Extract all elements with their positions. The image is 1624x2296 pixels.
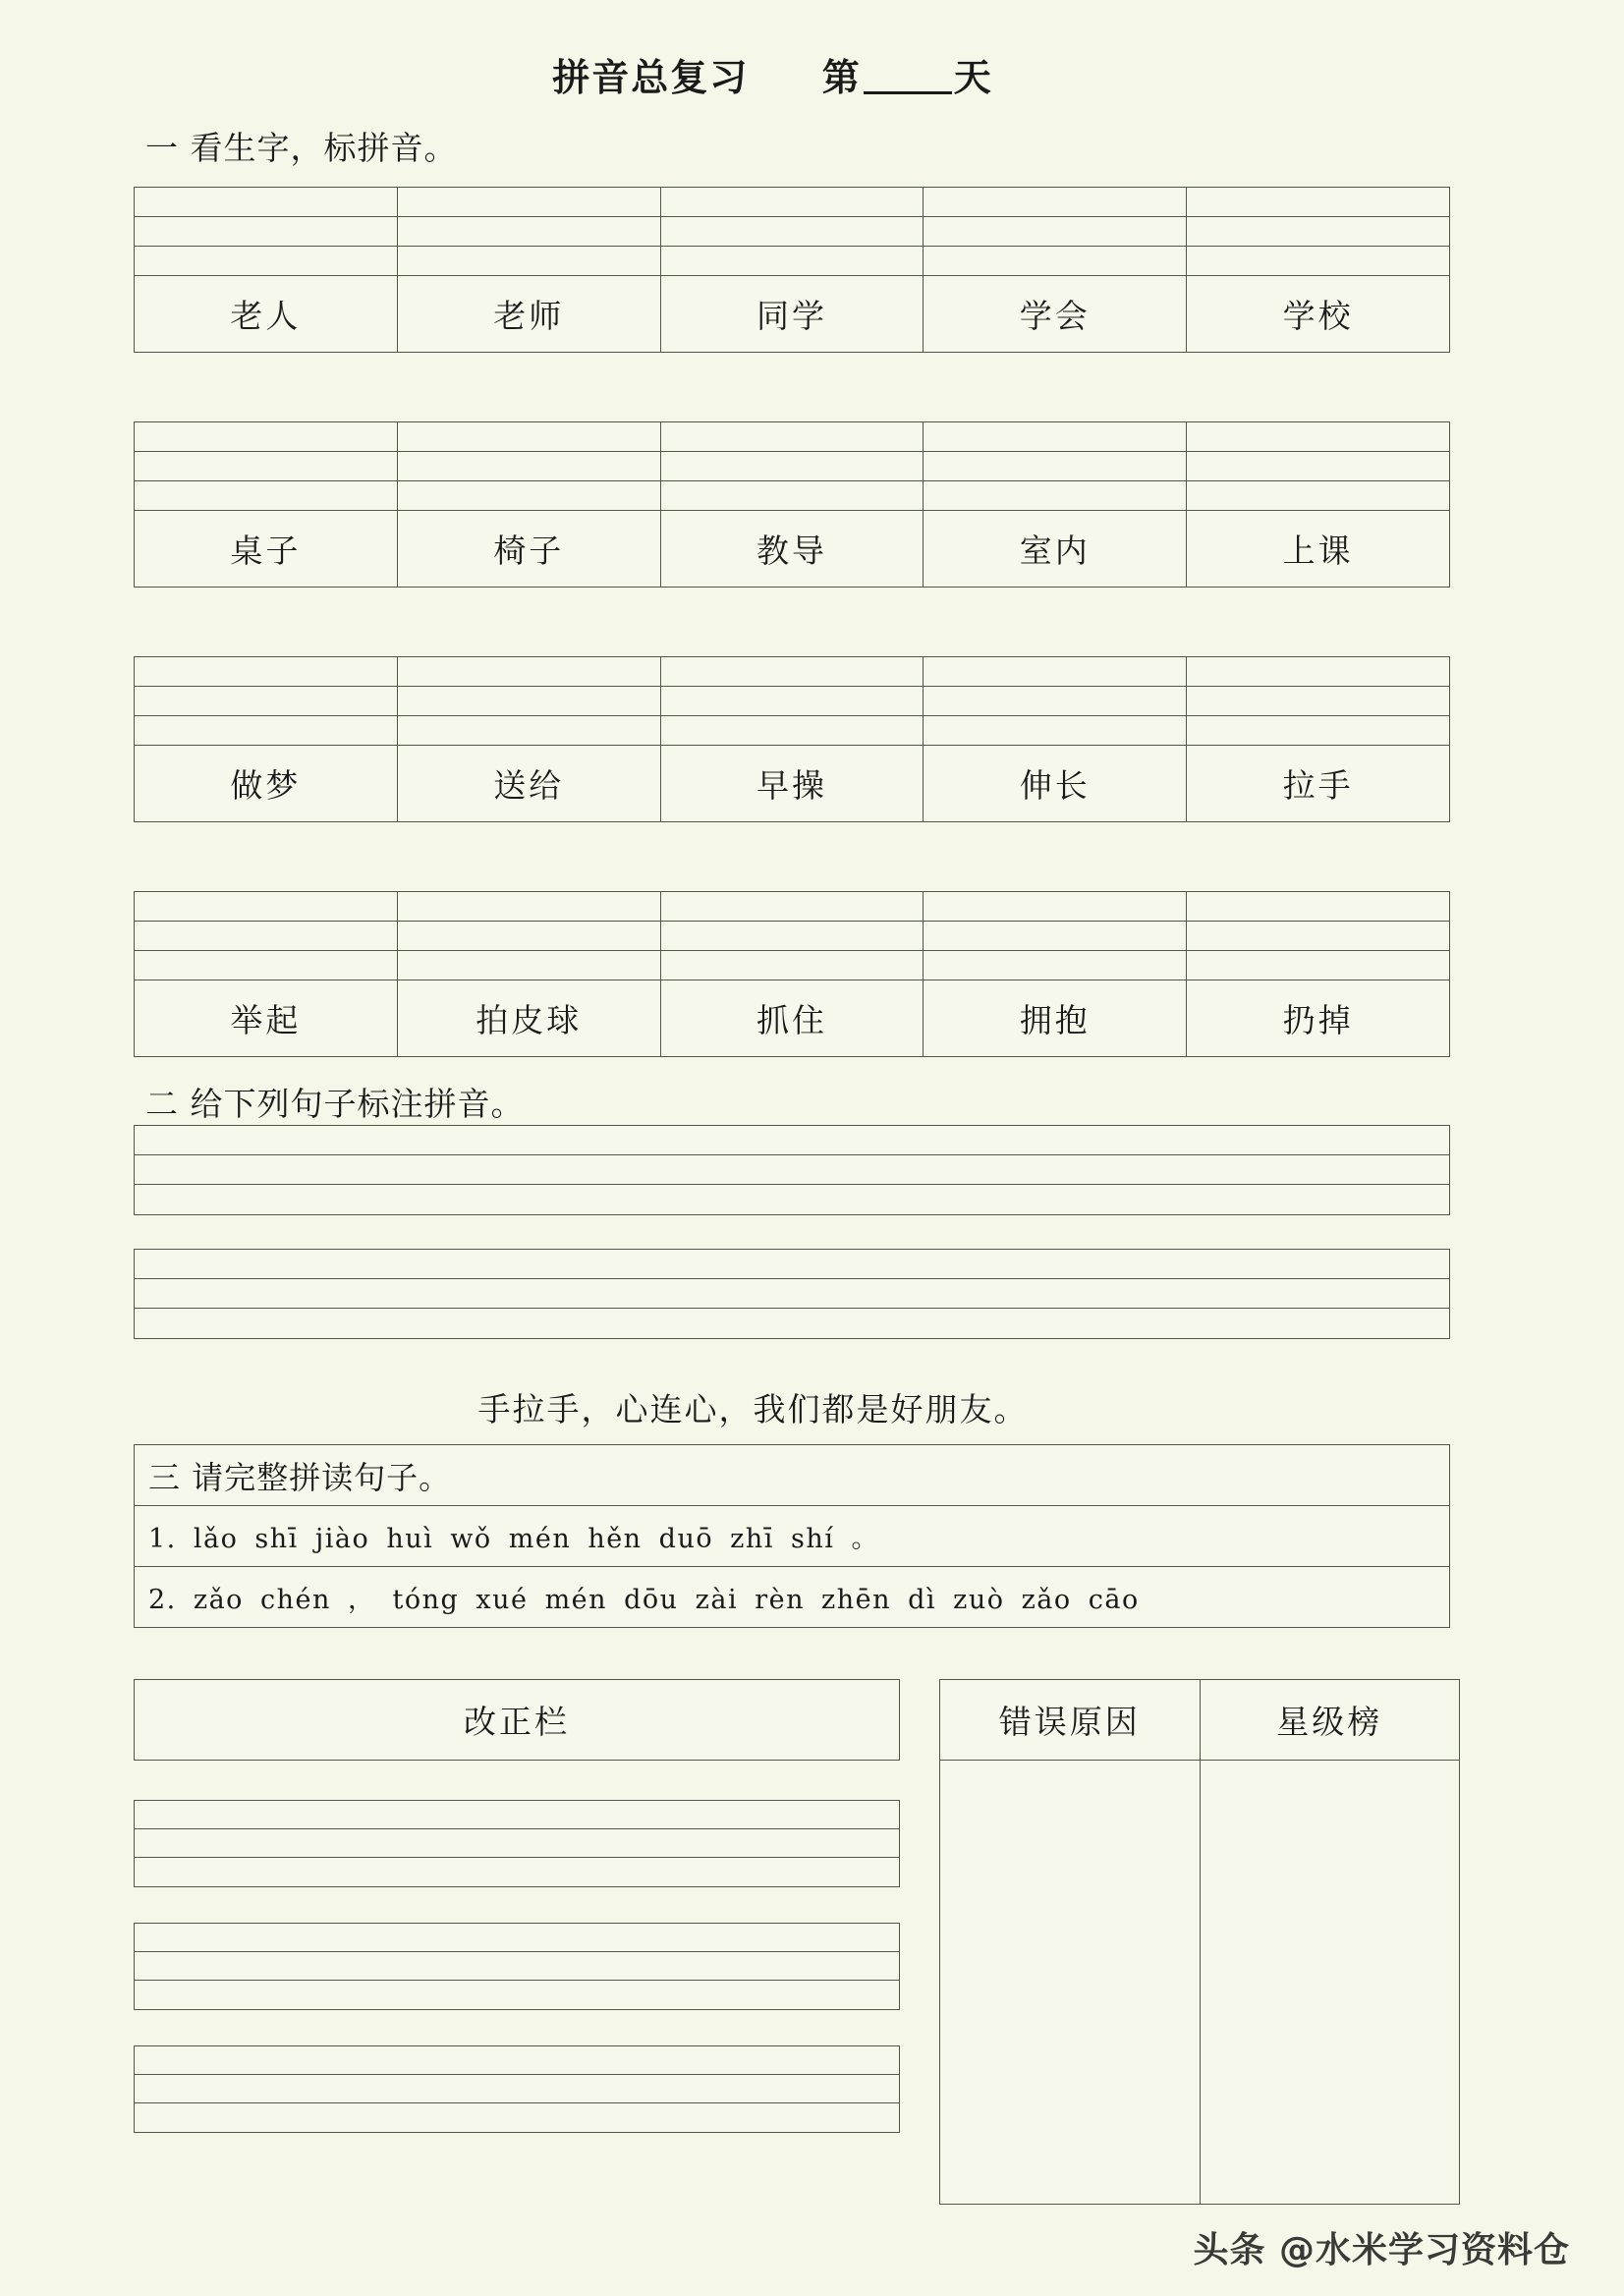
pinyin-sentence-row (135, 1506, 1450, 1567)
pinyin-write-cell[interactable] (924, 247, 1187, 276)
pinyin-write-cell[interactable] (135, 716, 398, 746)
pinyin-write-cell[interactable] (924, 892, 1187, 922)
word-cell: 老人 (135, 276, 398, 353)
pinyin-write-cell[interactable] (924, 922, 1187, 951)
day-label-prefix: 第 (821, 56, 862, 99)
word-table (134, 421, 1450, 588)
day-blank-field[interactable] (864, 91, 952, 94)
pinyin-write-row (135, 481, 1450, 511)
correction-block-2 (134, 1923, 900, 2010)
pinyin-write-cell[interactable] (924, 657, 1187, 687)
pinyin-write-row (135, 892, 1450, 922)
section-three-table (134, 1444, 1450, 1628)
pinyin-write-row (135, 247, 1450, 276)
block-spacer (0, 1215, 1624, 1249)
pinyin-write-cell[interactable] (924, 422, 1187, 452)
watermark: 头条 @水米学习资料仓 (1193, 2230, 1570, 2270)
pinyin-write-cell[interactable] (1187, 716, 1450, 746)
word-cell: 做梦 (135, 746, 398, 822)
pinyin-write-cell[interactable] (924, 452, 1187, 481)
pinyin-write-cell[interactable] (660, 687, 924, 716)
score-header-row (940, 1680, 1460, 1761)
table-spacer (0, 353, 1624, 404)
pinyin-write-cell[interactable] (1187, 951, 1450, 980)
pinyin-write-cell[interactable] (1187, 657, 1450, 687)
pinyin-write-cell[interactable] (135, 657, 398, 687)
pinyin-write-cell[interactable] (660, 657, 924, 687)
ruled-line[interactable] (135, 1279, 1449, 1309)
ruled-line[interactable] (135, 2103, 899, 2132)
word-cell: 早操 (660, 746, 924, 822)
practice-sentence: 手拉手，心连心，我们都是好朋友。 (477, 1390, 1029, 1428)
pinyin-write-cell[interactable] (397, 716, 660, 746)
pinyin-write-cell[interactable] (1187, 188, 1450, 217)
pinyin-write-cell[interactable] (660, 951, 924, 980)
pinyin-write-cell[interactable] (397, 687, 660, 716)
score-header-star-rank: 星级榜 (1200, 1680, 1460, 1761)
pinyin-write-cell[interactable] (660, 247, 924, 276)
score-header-error-reason: 错误原因 (940, 1680, 1201, 1761)
word-cell: 拥抱 (924, 980, 1187, 1057)
pinyin-write-row (135, 422, 1450, 452)
word-cell: 送给 (397, 746, 660, 822)
pinyin-sentence-row (135, 1567, 1450, 1628)
word-table-1 (134, 187, 1450, 353)
pinyin-write-row (135, 951, 1450, 980)
bottom-area (134, 1679, 1460, 2205)
word-cell: 同学 (660, 276, 924, 353)
score-body-star-rank[interactable] (1200, 1761, 1460, 2205)
word-cell: 拉手 (1187, 746, 1450, 822)
pinyin-write-cell[interactable] (135, 892, 398, 922)
pinyin-write-cell[interactable] (397, 922, 660, 951)
ruled-line[interactable] (135, 1250, 1449, 1279)
pinyin-write-cell[interactable] (660, 892, 924, 922)
pinyin-write-cell[interactable] (397, 481, 660, 511)
ruled-line[interactable] (135, 1924, 899, 1952)
table-row (135, 980, 1450, 1057)
correction-writing-blocks (134, 1800, 900, 2133)
ruled-line[interactable] (135, 1185, 1449, 1214)
pinyin-write-row (135, 687, 1450, 716)
table-row (135, 746, 1450, 822)
pinyin-write-cell[interactable] (924, 687, 1187, 716)
score-table (939, 1679, 1460, 2205)
word-cell: 上课 (1187, 511, 1450, 588)
pinyin-write-cell[interactable] (1187, 452, 1450, 481)
word-cell: 桌子 (135, 511, 398, 588)
pinyin-write-cell[interactable] (135, 951, 398, 980)
pinyin-write-cell[interactable] (1187, 217, 1450, 247)
table-row (135, 276, 1450, 353)
pinyin-write-row (135, 452, 1450, 481)
word-cell: 室内 (924, 511, 1187, 588)
correction-block-3 (134, 2045, 900, 2133)
pinyin-write-cell[interactable] (135, 247, 398, 276)
pinyin-sentence-1: 1. lǎo shī jiào huì wǒ mén hěn duō zhī shí 。 (135, 1506, 1450, 1567)
section-one-heading: 一 看生字，标拼音。 (145, 129, 458, 167)
pinyin-write-cell[interactable] (1187, 481, 1450, 511)
word-cell: 举起 (135, 980, 398, 1057)
word-table (134, 891, 1450, 1057)
pinyin-write-cell[interactable] (397, 217, 660, 247)
pinyin-write-cell[interactable] (924, 481, 1187, 511)
ruled-line[interactable] (135, 1309, 1449, 1338)
pinyin-write-cell[interactable] (397, 247, 660, 276)
correction-header-table (134, 1679, 900, 1761)
pinyin-write-cell[interactable] (924, 716, 1187, 746)
section-two-heading: 二 给下列句子标注拼音。 (145, 1085, 525, 1123)
correction-block-1 (134, 1800, 900, 1887)
pinyin-write-cell[interactable] (924, 217, 1187, 247)
pinyin-write-cell[interactable] (1187, 892, 1450, 922)
word-cell: 伸长 (924, 746, 1187, 822)
pinyin-write-cell[interactable] (135, 422, 398, 452)
writing-block-2 (134, 1249, 1450, 1339)
word-table (134, 187, 1450, 353)
word-cell: 学校 (1187, 276, 1450, 353)
pinyin-write-cell[interactable] (660, 188, 924, 217)
ruled-line[interactable] (135, 1155, 1449, 1185)
score-column (939, 1679, 1460, 2205)
pinyin-write-cell[interactable] (924, 188, 1187, 217)
score-body-error-reason[interactable] (940, 1761, 1201, 2205)
section-three-heading: 三 请完整拼读句子。 (135, 1445, 1450, 1506)
pinyin-write-cell[interactable] (397, 892, 660, 922)
pinyin-write-cell[interactable] (660, 481, 924, 511)
pinyin-write-cell[interactable] (135, 922, 398, 951)
correction-column (134, 1679, 900, 2133)
pinyin-write-cell[interactable] (1187, 687, 1450, 716)
pinyin-write-cell[interactable] (135, 188, 398, 217)
pinyin-write-row (135, 922, 1450, 951)
word-cell: 老师 (397, 276, 660, 353)
table-spacer (0, 822, 1624, 873)
word-cell: 拍皮球 (397, 980, 660, 1057)
pinyin-write-cell[interactable] (397, 422, 660, 452)
word-cell: 教导 (660, 511, 924, 588)
word-table-2 (134, 421, 1450, 588)
pinyin-sentence-2: 2. zǎo chén ， tóng xué mén dōu zài rèn zhēn dì zuò zǎo cāo (135, 1567, 1450, 1628)
ruled-line[interactable] (135, 2075, 899, 2103)
section-one-tables (0, 187, 1624, 1057)
pinyin-write-cell[interactable] (1187, 247, 1450, 276)
block-spacer (134, 1887, 900, 1923)
score-body-row (940, 1761, 1460, 2205)
section-two-writing-blocks (0, 1125, 1624, 1339)
word-cell: 抓住 (660, 980, 924, 1057)
page-title-main: 拼音总复习 (552, 56, 750, 99)
pinyin-write-row (135, 217, 1450, 247)
pinyin-write-cell[interactable] (135, 687, 398, 716)
block-spacer (134, 2010, 900, 2045)
table-row (135, 511, 1450, 588)
ruled-line[interactable] (135, 1126, 1449, 1155)
table-spacer (0, 588, 1624, 639)
ruled-line[interactable] (135, 2046, 899, 2075)
pinyin-write-cell[interactable] (660, 217, 924, 247)
word-table-3 (134, 656, 1450, 822)
pinyin-write-cell[interactable] (1187, 922, 1450, 951)
word-table-4 (134, 891, 1450, 1057)
ruled-line[interactable] (135, 1829, 899, 1858)
ruled-line[interactable] (135, 1981, 899, 2009)
pinyin-write-cell[interactable] (135, 452, 398, 481)
word-cell: 扔掉 (1187, 980, 1450, 1057)
word-table (134, 656, 1450, 822)
pinyin-write-cell[interactable] (397, 452, 660, 481)
pinyin-write-cell[interactable] (660, 922, 924, 951)
ruled-line[interactable] (135, 1952, 899, 1981)
writing-block-1 (134, 1125, 1450, 1215)
ruled-line[interactable] (135, 1858, 899, 1886)
pinyin-write-cell[interactable] (397, 188, 660, 217)
correction-header-label: 改正栏 (135, 1680, 900, 1761)
pinyin-write-cell[interactable] (660, 716, 924, 746)
page-title (0, 0, 1624, 101)
pinyin-write-cell[interactable] (135, 481, 398, 511)
pinyin-write-cell[interactable] (660, 422, 924, 452)
pinyin-write-cell[interactable] (397, 657, 660, 687)
pinyin-write-row (135, 188, 1450, 217)
pinyin-write-row (135, 716, 1450, 746)
section-three-heading-row (135, 1445, 1450, 1506)
word-cell: 学会 (924, 276, 1187, 353)
pinyin-write-cell[interactable] (660, 452, 924, 481)
word-cell: 椅子 (397, 511, 660, 588)
day-label-suffix: 天 (953, 56, 993, 99)
pinyin-write-cell[interactable] (135, 217, 398, 247)
pinyin-write-cell[interactable] (1187, 422, 1450, 452)
pinyin-write-row (135, 657, 1450, 687)
ruled-line[interactable] (135, 1801, 899, 1829)
pinyin-write-cell[interactable] (924, 951, 1187, 980)
pinyin-write-cell[interactable] (397, 951, 660, 980)
